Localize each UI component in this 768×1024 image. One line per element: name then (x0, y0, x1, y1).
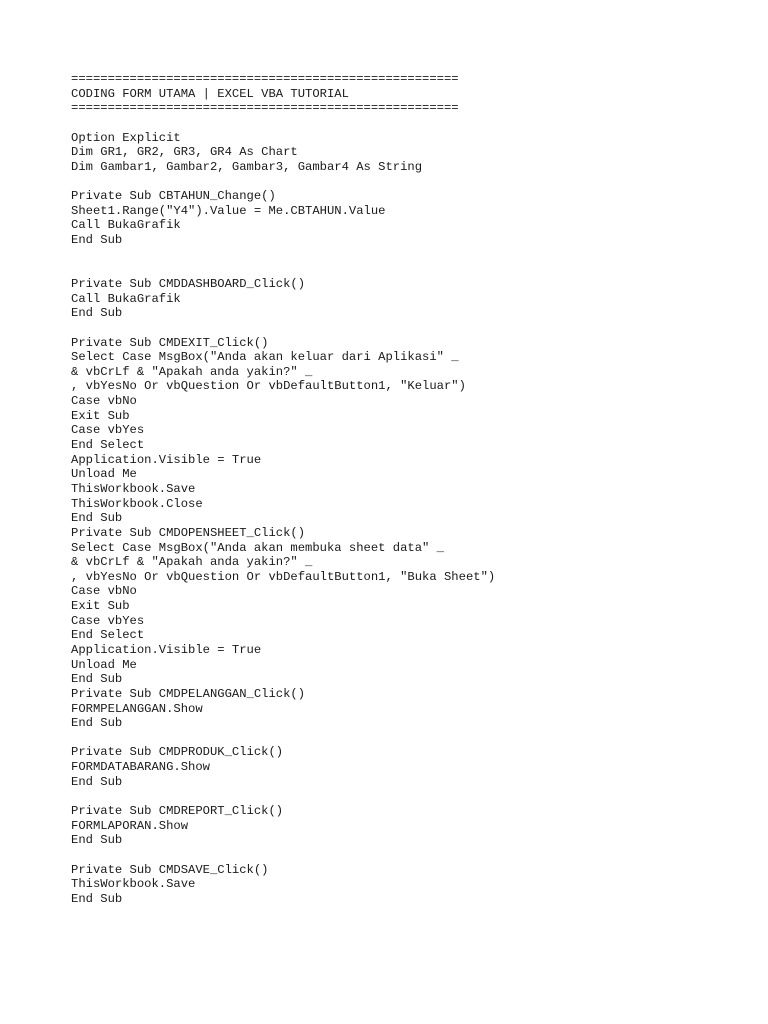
code-line: End Sub (71, 511, 123, 526)
code-line: Option Explicit (71, 130, 181, 145)
code-line: FORMLAPORAN.Show (71, 818, 189, 833)
code-line: Sheet1.Range("Y4").Value = Me.CBTAHUN.Value (71, 203, 386, 218)
code-line: Application.Visible = True (71, 642, 262, 657)
code-line: ===================================================== (71, 72, 459, 86)
code-line: Call BukaGrafik (71, 291, 181, 306)
code-line: Case vbNo (71, 394, 137, 409)
code-listing (71, 72, 751, 907)
code-line: End Sub (71, 716, 123, 731)
code-line: End Sub (71, 891, 123, 906)
code-line: , vbYesNo Or vbQuestion Or vbDefaultButton1, "Keluar") (71, 379, 466, 394)
code-line: End Sub (71, 306, 123, 321)
code-line: ===================================================== (71, 101, 459, 116)
code-line: ThisWorkbook.Save (71, 877, 196, 892)
code-line: Private Sub CMDPELANGGAN_Click() (71, 686, 306, 701)
code-line: Dim GR1, GR2, GR3, GR4 As Chart (71, 145, 298, 160)
code-line: ThisWorkbook.Close (71, 496, 203, 511)
blank-line (71, 789, 751, 804)
blank-line (71, 116, 751, 131)
blank-line (71, 174, 751, 189)
code-line: Exit Sub (71, 408, 130, 423)
code-line: Case vbYes (71, 423, 145, 438)
code-line: Case vbYes (71, 613, 145, 628)
code-line: ThisWorkbook.Save (71, 481, 196, 496)
blank-line (71, 248, 751, 263)
code-line: End Sub (71, 672, 123, 687)
code-line: Private Sub CBTAHUN_Change() (71, 189, 276, 204)
code-line: , vbYesNo Or vbQuestion Or vbDefaultButton1, "Buka Sheet") (71, 569, 496, 584)
code-line: End Sub (71, 833, 123, 848)
code-line: Unload Me (71, 657, 137, 672)
code-line: Dim Gambar1, Gambar2, Gambar3, Gambar4 As String (71, 159, 423, 174)
code-line: Exit Sub (71, 599, 130, 614)
code-line: Unload Me (71, 467, 137, 482)
code-line: & vbCrLf & "Apakah anda yakin?" _ (71, 364, 313, 379)
code-line: End Select (71, 438, 145, 453)
code-line: Private Sub CMDPRODUK_Click() (71, 745, 284, 760)
code-line: Select Case MsgBox("Anda akan membuka sheet data" _ (71, 540, 444, 555)
blank-line (71, 321, 751, 336)
code-line: Case vbNo (71, 584, 137, 599)
blank-line (71, 731, 751, 746)
code-line: FORMDATABARANG.Show (71, 760, 210, 775)
code-line: CODING FORM UTAMA | EXCEL VBA TUTORIAL (71, 86, 349, 101)
code-line: Call BukaGrafik (71, 218, 181, 233)
code-line: Private Sub CMDREPORT_Click() (71, 804, 284, 819)
blank-line (71, 848, 751, 863)
code-line: End Sub (71, 774, 123, 789)
code-line: Application.Visible = True (71, 452, 262, 467)
code-line: Private Sub CMDDASHBOARD_Click() (71, 276, 306, 291)
code-line: End Select (71, 628, 145, 643)
code-line: Private Sub CMDOPENSHEET_Click() (71, 525, 306, 540)
code-line: End Sub (71, 233, 123, 248)
code-line: Private Sub CMDSAVE_Click() (71, 862, 269, 877)
code-line: Select Case MsgBox("Anda akan keluar dari Aplikasi" _ (71, 350, 459, 365)
code-line: FORMPELANGGAN.Show (71, 701, 203, 716)
code-line: & vbCrLf & "Apakah anda yakin?" _ (71, 555, 313, 570)
code-line: Private Sub CMDEXIT_Click() (71, 335, 269, 350)
blank-line (71, 262, 751, 277)
